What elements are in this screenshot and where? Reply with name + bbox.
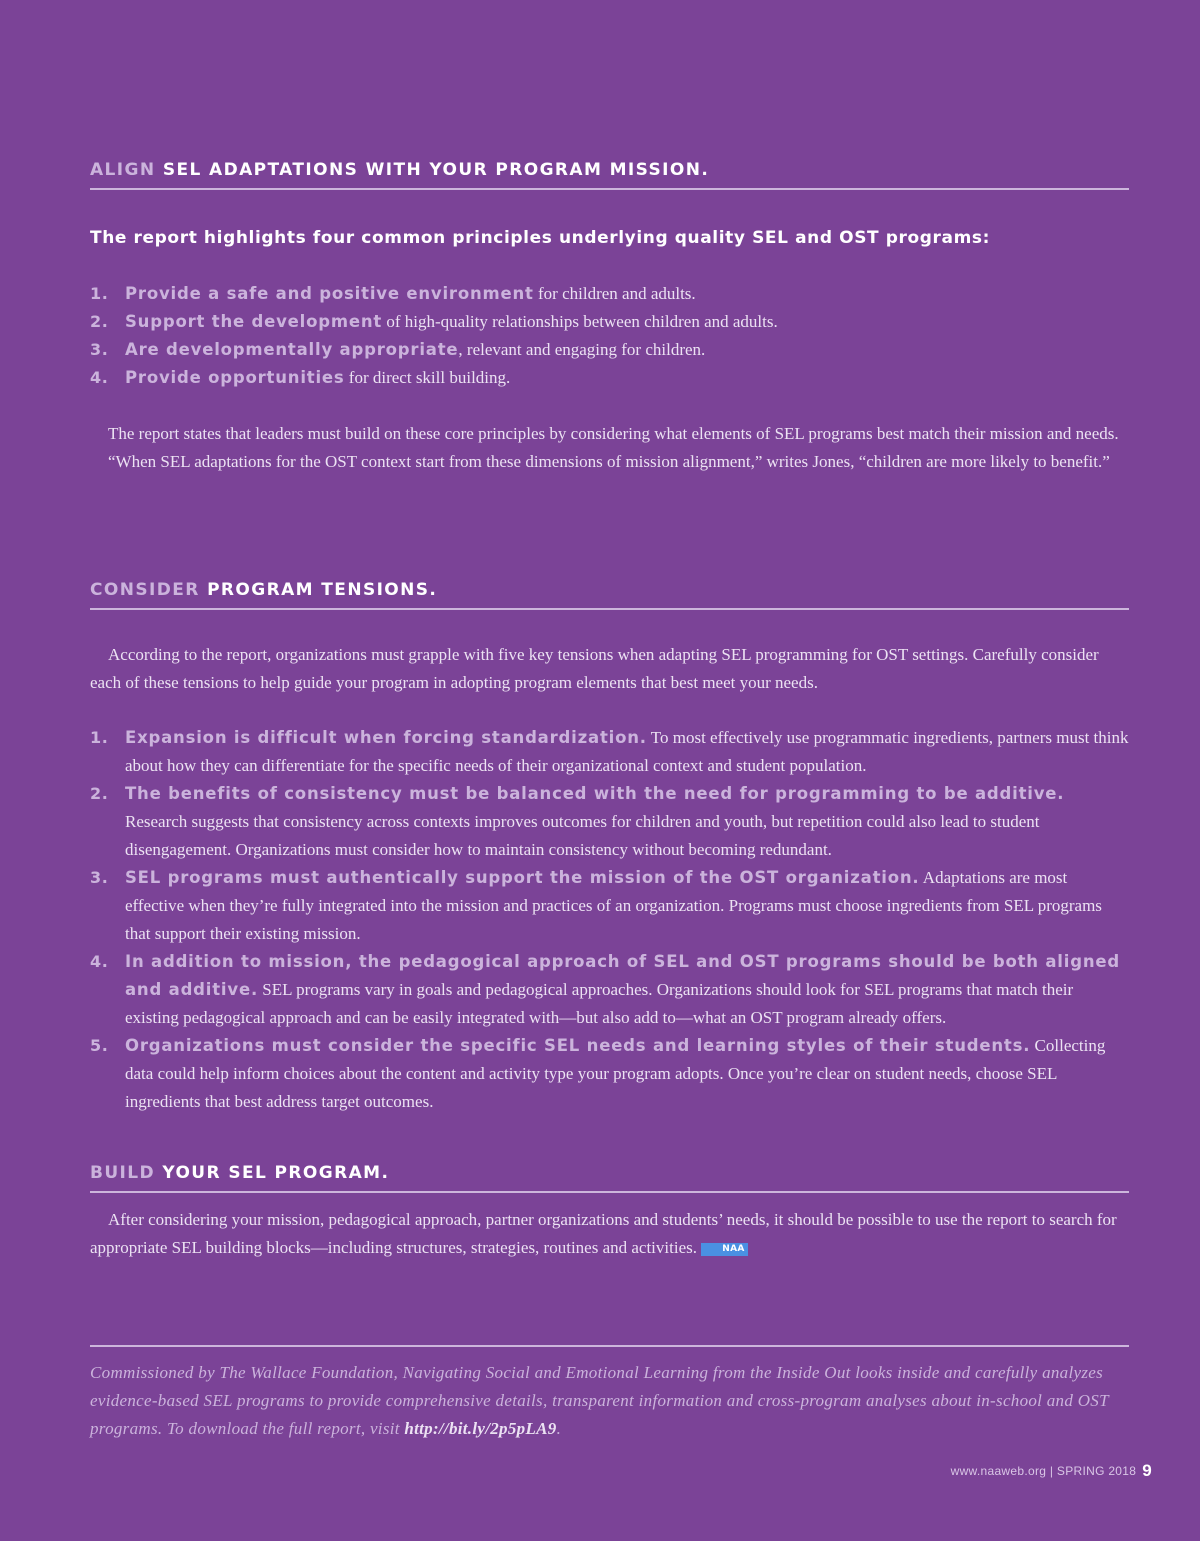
body-paragraph: According to the report, organizations must grapple with five key tensions when adapting SEL programming for OST settings. Carefully consider each of these tensions to help guide your program in adopting program elements that best meet your needs.	[90, 645, 1099, 692]
list-item	[90, 364, 1129, 392]
heading-keyword: ALIGN	[90, 160, 156, 180]
footnote-divider	[90, 1345, 1129, 1347]
principles-list	[90, 280, 1129, 392]
list-number: 2.	[90, 312, 109, 331]
naa-end-mark: NAA	[701, 1243, 747, 1256]
list-item	[90, 864, 1129, 948]
page-number: 9	[1142, 1461, 1152, 1480]
list-text: of high-quality relationships between children and adults.	[382, 312, 778, 331]
list-number: 1.	[90, 728, 109, 747]
list-text: for children and adults.	[533, 284, 696, 303]
list-lead: Expansion is difficult when forcing standardization.	[125, 728, 647, 747]
footnote-text: Commissioned by The Wallace Foundation, Navigating Social and Emotional Learning from the Inside Out looks inside and carefully analyzes evidence-based SEL programs to provide comprehensive details, transparent information and cross-program analyses about in-school and OST programs. To download the full report, visit	[90, 1363, 1109, 1438]
list-item	[90, 308, 1129, 336]
page-folio	[951, 1461, 1152, 1481]
heading-title: SEL ADAPTATIONS WITH YOUR PROGRAM MISSION.	[155, 160, 710, 180]
body-paragraph	[90, 1206, 1129, 1262]
list-lead: The benefits of consistency must be balanced with the need for programming to be additive.	[125, 784, 1065, 803]
folio-text: www.naaweb.org | SPRING 2018	[950, 1464, 1137, 1478]
section-heading-align	[90, 160, 1129, 190]
list-number: 5.	[90, 1036, 109, 1055]
list-number: 2.	[90, 784, 109, 803]
section-heading-build	[90, 1163, 1129, 1193]
heading-title: YOUR SEL PROGRAM.	[155, 1163, 390, 1183]
list-item	[90, 780, 1129, 864]
list-number: 3.	[90, 868, 109, 887]
tensions-list	[90, 724, 1129, 1116]
report-link[interactable]: http://bit.ly/2p5pLA9	[404, 1419, 557, 1438]
list-text: , relevant and engaging for children.	[458, 340, 706, 359]
section-heading-consider	[90, 580, 1129, 610]
list-item	[90, 280, 1129, 308]
footnote-end: .	[556, 1419, 562, 1438]
footnote	[90, 1359, 1129, 1443]
list-lead: Provide a safe and positive environment	[125, 284, 534, 303]
build-text: After considering your mission, pedagogical approach, partner organizations and students’ needs, it should be possible to use the report to search for appropriate SEL building blocks—including structures, strategies, routines and activities.	[90, 1210, 1117, 1257]
heading-title: PROGRAM TENSIONS.	[199, 580, 438, 600]
list-item	[90, 948, 1129, 1032]
list-number: 3.	[90, 340, 109, 359]
list-number: 4.	[90, 368, 109, 387]
heading-keyword: CONSIDER	[90, 580, 200, 600]
list-text: To most effectively use programmatic ingredients, partners must think about how they can differentiate for the specific needs of their organizational context and student population.	[125, 728, 1129, 775]
list-lead: Are developmentally appropriate	[125, 340, 459, 359]
body-paragraph: The report states that leaders must build on these core principles by considering what elements of SEL programs best match their mission and needs.	[108, 424, 1119, 443]
list-item	[90, 1032, 1129, 1116]
list-lead: Support the development	[125, 312, 383, 331]
list-text: Research suggests that consistency across contexts improves outcomes for children and youth, but repetition could also lead to student disengagement. Organizations must consider how to maintain consistency without becoming redundant.	[125, 812, 1040, 859]
list-text: SEL programs vary in goals and pedagogical approaches. Organizations should look for SEL programs that match their existing pedagogical approach and can be easily integrated with—but also add to—what an OST program already offers.	[125, 980, 1074, 1027]
list-number: 4.	[90, 952, 109, 971]
section1-paragraphs	[90, 420, 1129, 476]
body-paragraph: “When SEL adaptations for the OST context start from these dimensions of mission alignment,” writes Jones, “children are more likely to benefit.”	[108, 452, 1110, 471]
list-item	[90, 724, 1129, 780]
list-lead: Provide opportunities	[125, 368, 345, 387]
list-text: for direct skill building.	[344, 368, 511, 387]
list-text: Collecting data could help inform choices about the content and activity type your program adopts. Once you’re clear on student needs, choose SEL ingredients that best address target outcomes.	[125, 1036, 1106, 1111]
list-number: 1.	[90, 284, 109, 303]
list-lead: In addition to mission, the pedagogical approach of SEL and OST programs should be both aligned and additive.	[125, 952, 1120, 999]
heading-keyword: BUILD	[90, 1163, 156, 1183]
list-lead: Organizations must consider the specific SEL needs and learning styles of their students.	[125, 1036, 1031, 1055]
list-text: Adaptations are most effective when they’re fully integrated into the mission and practices of an organization. Programs must choose ingredients from SEL programs that support their existing mission.	[125, 868, 1102, 943]
list-lead: SEL programs must authentically support the mission of the OST organization.	[125, 868, 920, 887]
principles-intro: The report highlights four common principles underlying quality SEL and OST programs:	[90, 228, 991, 248]
list-item	[90, 336, 1129, 364]
